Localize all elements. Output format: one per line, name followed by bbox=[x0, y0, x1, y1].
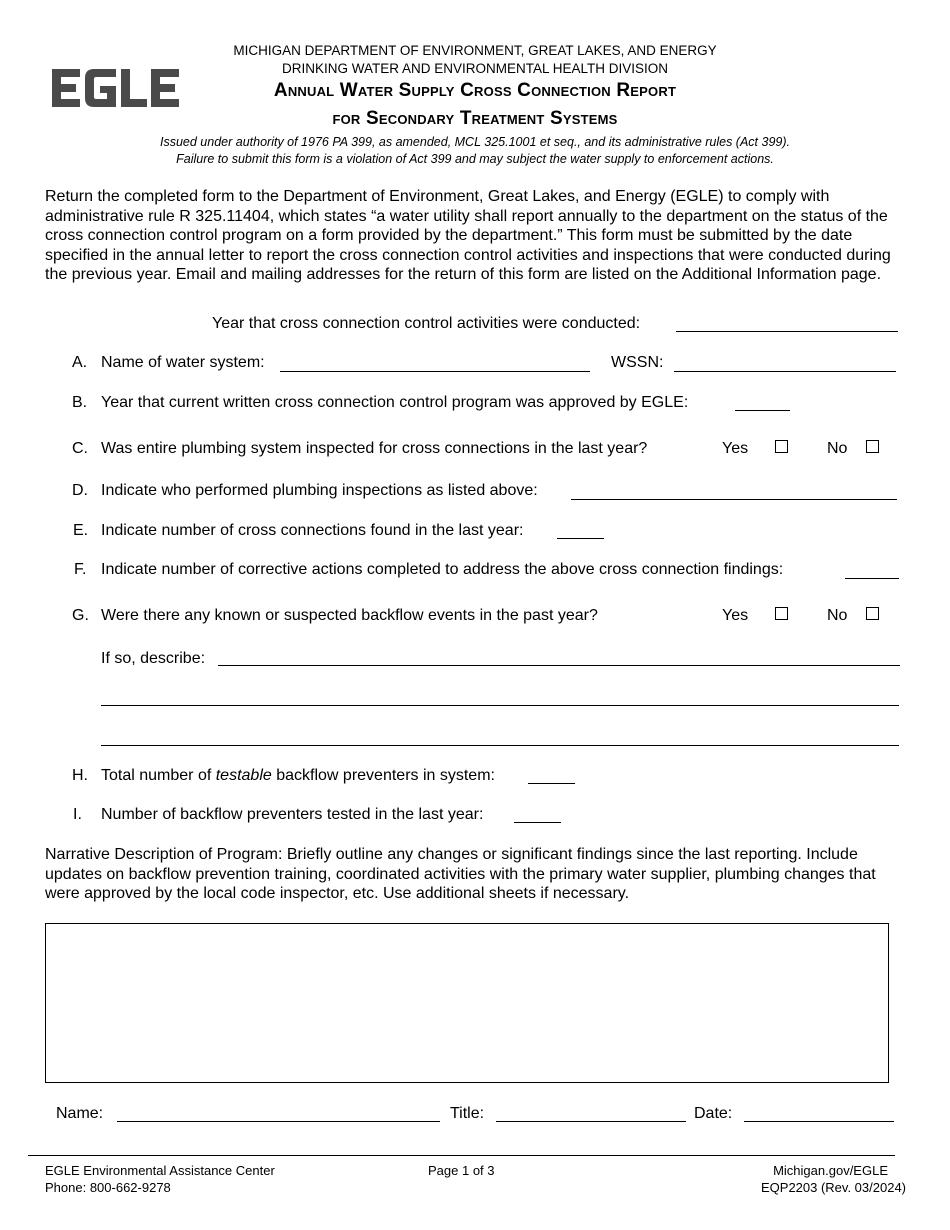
item-d-label: Indicate who performed plumbing inspections as listed above: bbox=[101, 482, 538, 499]
name-label: Name: bbox=[56, 1105, 104, 1122]
footer-phone: Phone: 800-662-9278 bbox=[45, 1180, 171, 1195]
item-h-letter: H. bbox=[72, 767, 88, 784]
item-g-no-label: No bbox=[827, 607, 848, 624]
wssn-label: WSSN: bbox=[611, 354, 664, 371]
item-b-label: Year that current written cross connection control program was approved by EGLE: bbox=[101, 394, 689, 411]
intro-paragraph: Return the completed form to the Department of Environment, Great Lakes, and Energy (EGLE) to comply with administrative rule R 325.11404, which states “a water utility shall report annually to the department on the status of the cross connection control program on a form provided by the department.” This form must be submitted by the date specified in the annual letter to report the cross connection control activities and inspections that were conducted during the previous year. Email and mailing addresses for the return of this form are listed on the Additional Information page. bbox=[45, 188, 891, 283]
title-field[interactable] bbox=[496, 1121, 686, 1122]
date-label: Date: bbox=[694, 1105, 733, 1122]
describe-label: If so, describe: bbox=[101, 650, 206, 667]
title-label: Title: bbox=[450, 1105, 485, 1122]
item-g-yes-checkbox[interactable] bbox=[775, 607, 788, 620]
item-f-letter: F. bbox=[74, 561, 87, 578]
item-g-label: Were there any known or suspected backflow events in the past year? bbox=[101, 607, 598, 624]
describe-line-1[interactable] bbox=[218, 665, 900, 666]
corrective-actions-count-field[interactable] bbox=[845, 578, 899, 579]
egle-logo bbox=[50, 66, 182, 112]
wssn-field[interactable] bbox=[674, 371, 896, 372]
item-h-label: Total number of testable backflow preventers in system: bbox=[101, 767, 495, 784]
program-approval-year-field[interactable] bbox=[735, 410, 790, 411]
item-g-no-checkbox[interactable] bbox=[866, 607, 879, 620]
footer-form-id: EQP2203 (Rev. 03/2024) bbox=[760, 1180, 906, 1195]
inspector-field[interactable] bbox=[571, 499, 897, 500]
item-g-letter: G. bbox=[72, 607, 89, 624]
item-c-yes-checkbox[interactable] bbox=[775, 440, 788, 453]
testable-emphasis: testable bbox=[215, 767, 272, 784]
item-d-letter: D. bbox=[72, 482, 88, 499]
year-label: Year that cross connection control activities were conducted: bbox=[212, 315, 641, 332]
violation-note: Failure to submit this form is a violation of Act 399 and may subject the water supply to enforcement actions. bbox=[176, 152, 774, 166]
footer-page-number: Page 1 of 3 bbox=[428, 1163, 495, 1178]
footer-website: Michigan.gov/EGLE bbox=[773, 1163, 888, 1178]
water-system-name-field[interactable] bbox=[280, 371, 590, 372]
item-e-letter: E. bbox=[73, 522, 89, 539]
division-name: DRINKING WATER AND ENVIRONMENTAL HEALTH DIVISION bbox=[281, 61, 669, 76]
department-name: MICHIGAN DEPARTMENT OF ENVIRONMENT, GREAT LAKES, AND ENERGY bbox=[233, 43, 717, 58]
item-c-label: Was entire plumbing system inspected for cross connections in the last year? bbox=[101, 440, 648, 457]
item-i-letter: I. bbox=[73, 806, 82, 823]
footer-center-name: EGLE Environmental Assistance Center bbox=[45, 1163, 275, 1178]
item-i-label: Number of backflow preventers tested in the last year: bbox=[101, 806, 484, 823]
describe-line-3[interactable] bbox=[101, 745, 899, 746]
authority-note: Issued under authority of 1976 PA 399, as amended, MCL 325.1001 et seq., and its administrative rules (Act 399). bbox=[160, 135, 790, 149]
item-c-yes-label: Yes bbox=[722, 440, 749, 457]
footer-divider bbox=[28, 1155, 895, 1156]
tested-preventers-field[interactable] bbox=[514, 822, 561, 823]
form-title-line1: Annual Water Supply Cross Connection Report bbox=[273, 80, 677, 101]
narrative-instructions: Narrative Description of Program: Briefly outline any changes or significant findings since the last reporting. Include updates on backflow prevention training, coordinated activities with the primary water supplier, plumbing changes that were approved by the local code inspector, etc. Use additional sheets if necessary. bbox=[45, 846, 876, 902]
describe-line-2[interactable] bbox=[101, 705, 899, 706]
date-field[interactable] bbox=[744, 1121, 894, 1122]
item-e-label: Indicate number of cross connections found in the last year: bbox=[101, 522, 524, 539]
item-g-yes-label: Yes bbox=[722, 607, 749, 624]
year-field[interactable] bbox=[676, 331, 898, 332]
item-c-letter: C. bbox=[72, 440, 88, 457]
item-f-label: Indicate number of corrective actions completed to address the above cross connection findings: bbox=[101, 561, 784, 578]
item-b-letter: B. bbox=[72, 394, 88, 411]
testable-preventers-field[interactable] bbox=[528, 783, 575, 784]
item-a-label: Name of water system: bbox=[101, 354, 265, 371]
narrative-textbox[interactable] bbox=[45, 923, 889, 1083]
form-title-line2: for Secondary Treatment Systems bbox=[332, 108, 618, 129]
item-c-no-label: No bbox=[827, 440, 848, 457]
name-field[interactable] bbox=[117, 1121, 440, 1122]
item-a-letter: A. bbox=[72, 354, 88, 371]
item-c-no-checkbox[interactable] bbox=[866, 440, 879, 453]
cross-connections-count-field[interactable] bbox=[557, 538, 604, 539]
